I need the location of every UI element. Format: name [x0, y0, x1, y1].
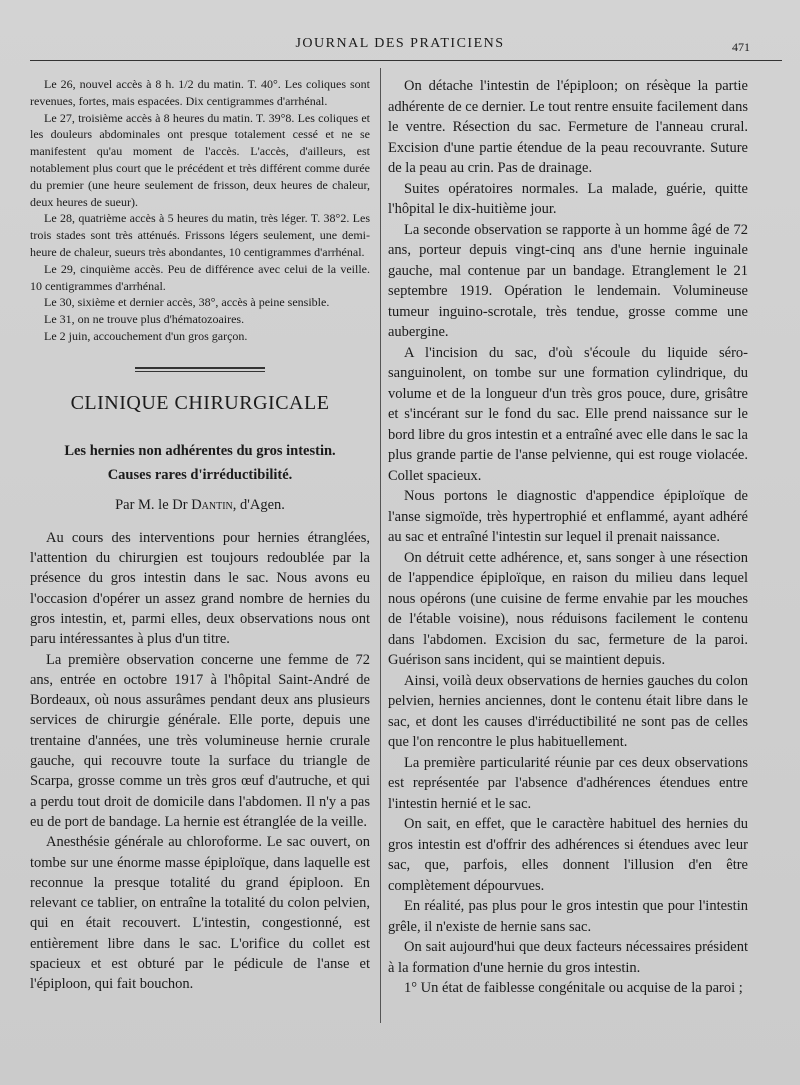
- article-title: [30, 439, 370, 487]
- paragraph: Au cours des interventions pour hernies étranglées, l'attention du chirurgien est toujours redoublée par la présence du gros intestin dans le sac. Nous avons eu l'occasion d'opérer un assez grand nombre de hernies du gros intestin, et, parmi elles, deux observations nous ont paru intéressantes à plus d'un titre.: [30, 529, 370, 648]
- case-note: Le 28, quatrième accès à 5 heures du matin, très léger. T. 38°2. Les trois stades sont très atténués. Frissons légers seulement, une demi-heure de chaleur, sueurs très abondantes, 10 centigrammes d'arrhénal.: [30, 211, 370, 259]
- case-note: Le 29, cinquième accès. Peu de différence avec celui de la veille. 10 centigrammes d'arrhénal.: [30, 261, 370, 293]
- section-title: CLINIQUE CHIRURGICALE: [70, 391, 330, 414]
- byline: [30, 497, 370, 514]
- paragraph: On détruit cette adhérence, et, sans songer à une résection de l'appendice épiploïque, en raison du milieu dans lequel nous opérons (une cuisine de ferme envahie par les mouches de l'étable voisine), nous réduisons facilement le contenu dans l'abdomen. Excision du sac, fermeture de la paroi. Guérison sans incident, qui se maintient depuis.: [388, 549, 748, 668]
- paragraph: Nous portons le diagnostic d'appendice épiploïque de l'anse sigmoïde, très hypertrophié et enflammé, ayant adhéré au sac et entraîné l'intestin sur lequel il prenait naissance.: [388, 488, 748, 545]
- paragraph: La première observation concerne une femme de 72 ans, entrée en octobre 1917 à l'hôpital Saint-André de Bordeaux, où nous assurâmes pendant deux ans plusieurs services de chirurgie générale. Elle porte, depuis une trentaine d'années, une très volumineuse hernie crurale gauche, qui recouvre toute la surface du triangle de Scarpa, grosse comme un très gros œuf d'autruche, et qui a perdu tout droit de domicile dans l'abdomen. Il n'y a pas eu de port de bandage. La hernie est étranglée de la veille.: [30, 651, 370, 830]
- article-body-left: [30, 528, 370, 995]
- section-separator: [135, 367, 265, 372]
- case-notes: [30, 76, 370, 345]
- article-title-line: Les hernies non adhérentes du gros intestin.: [64, 442, 336, 459]
- paragraph: A l'incision du sac, d'où s'écoule du liquide séro-sanguinolent, on tombe sur une formation cylindrique, du volume et de la longueur d'un très gros pouce, dure, grisâtre et s'incérant sur le fond du sac. Elle prend naissance sur le bord libre du gros intestin et a entraîné avec elle dans le sac la plus grande partie de l'anse pelvienne, qui est rouge violacée. Collet spacieux.: [388, 344, 748, 484]
- paragraph: On détache l'intestin de l'épiploon; on résèque la partie adhérente de ce dernier. Le tout rentre ensuite facilement dans le ventre. Résection du sac. Fermeture de l'anneau crural. Excision d'une partie étendue de la peau recouvrante. Suture de la peau au crin. Pas de drainage.: [388, 78, 748, 176]
- paragraph: On sait, en effet, que le caractère habituel des hernies du gros intestin est d'offrir des adhérences si étendues avec leur sac, que, parfois, elles donnent l'illusion d'en être complètement dépourvues.: [388, 816, 748, 894]
- case-note: Le 31, on ne trouve plus d'hématozoaires.: [44, 312, 245, 327]
- byline-suffix: , d'Agen.: [232, 496, 285, 513]
- paragraph: Anesthésie générale au chloroforme. Le sac ouvert, on tombe sur une énorme masse épiploïque, dans laquelle est reconnue la presque totalité du grand épiploon. En relevant ce tablier, on entraîne la totalité du colon pelvien, qui en était recouvert. L'intestin, congestionné, est entièrement libre dans le sac. L'orifice du collet est spacieux et est obturé par le pédicule de l'anse et l'épiploon, qui fait bouchon.: [30, 834, 370, 993]
- case-note: Le 27, troisième accès à 8 heures du matin. T. 39°8. Les coliques et les douleurs abdominales ont presque totalement cessé et ne se manifestent qu'au moment de l'accès. L'accès, d'ailleurs, est notablement plus court que le précédent et très différent comme durée du premier (une heure seulement de frisson, deux heures de chaleur, deux heures de sueur).: [30, 110, 370, 209]
- case-note: Le 26, nouvel accès à 8 h. 1/2 du matin. T. 40°. Les coliques sont revenues, fortes, mais espacées. Dix centigrammes d'arrhénal.: [30, 77, 370, 108]
- article-title-line: Causes rares d'irréductibilité.: [107, 466, 293, 483]
- page-header: [30, 36, 770, 60]
- paragraph: Suites opératoires normales. La malade, guérie, quitte l'hôpital le dix-huitième jour.: [388, 180, 748, 217]
- paragraph: La seconde observation se rapporte à un homme âgé de 72 ans, porteur depuis vingt-cinq ans d'une hernie inguinale gauche, mal contenue par un bandage. Etranglement le 21 septembre 1919. Opération le lendemain. Volumineuse tumeur inguino-scrotale, très tendue, grosse comme une aubergine.: [388, 221, 748, 340]
- paragraph: On sait aujourd'hui que deux facteurs nécessaires président à la formation d'une hernie du gros intestin.: [388, 939, 748, 976]
- page-number: 471: [732, 40, 750, 54]
- right-column: [388, 76, 748, 1023]
- case-note: Le 30, sixième et dernier accès, 38°, accès à peine sensible.: [44, 295, 330, 310]
- journal-title: JOURNAL DES PRATICIENS: [295, 36, 505, 51]
- left-column: [30, 76, 370, 1023]
- paragraph: 1° Un état de faiblesse congénitale ou acquise de la paroi ;: [404, 980, 743, 996]
- header-rule: [30, 60, 782, 61]
- byline-prefix: Par M. le Dr: [115, 496, 188, 513]
- paragraph: En réalité, pas plus pour le gros intestin que pour l'intestin grêle, il n'existe de hernie sans sac.: [388, 898, 748, 935]
- case-note: Le 2 juin, accouchement d'un gros garçon.: [44, 328, 248, 343]
- author-name: Dantin: [191, 496, 233, 513]
- paragraph: La première particularité réunie par ces deux observations est représentée par l'absence d'adhérences étendues entre l'intestin hernié et le sac.: [388, 754, 748, 812]
- column-divider: [380, 68, 381, 1023]
- paragraph: Ainsi, voilà deux observations de hernies gauches du colon pelvien, hernies anciennes, dont le contenu était libre dans le sac, et dont les causes d'irréductibilité ne sont pas de celles que l'on rencontre le plus habituellement.: [388, 672, 748, 750]
